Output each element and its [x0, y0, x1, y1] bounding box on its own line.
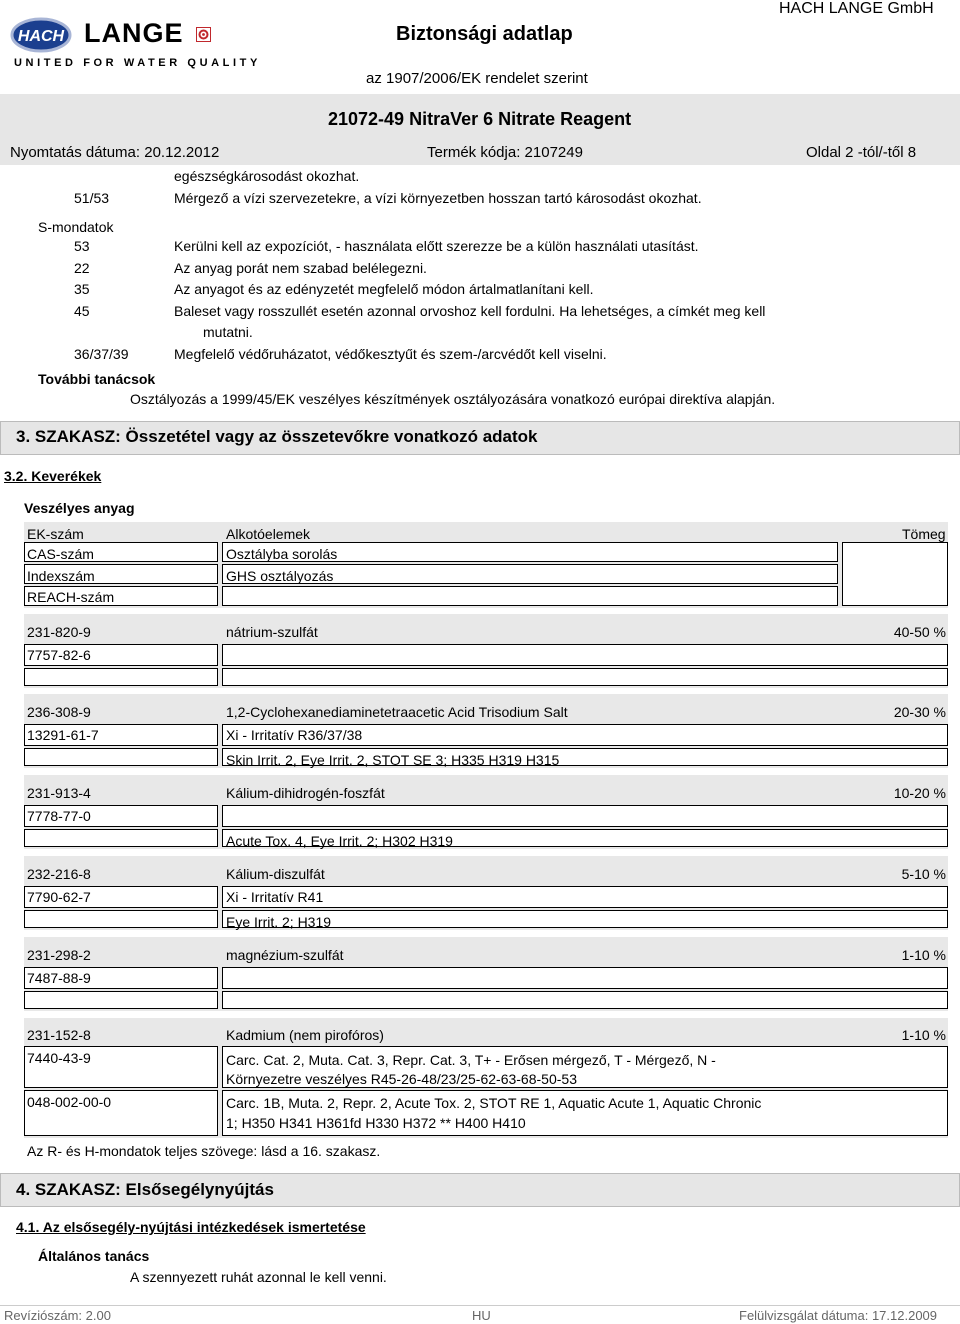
- ec-number: 236-308-9: [27, 704, 91, 720]
- ghs-classification: Acute Tox. 4, Eye Irrit. 2; H302 H319: [226, 833, 453, 849]
- ec-number: 231-820-9: [27, 624, 91, 640]
- col-cas-number: CAS-szám: [27, 546, 94, 562]
- component-name: 1,2-Cyclohexanediaminetetraacetic Acid Trisodium Salt: [226, 704, 568, 720]
- ghs-classification: Eye Irrit. 2; H319: [226, 914, 332, 930]
- mass-percent: 5-10 %: [901, 866, 946, 882]
- s-phrase-code: 36/37/39: [74, 346, 129, 362]
- ec-number: 231-152-8: [27, 1027, 91, 1043]
- page-number: Oldal 2 -tól/-től 8: [806, 144, 917, 161]
- s-phrase-code: 22: [74, 260, 90, 276]
- company-name: HACH LANGE GmbH: [779, 0, 934, 17]
- classification-cont: Környezetre veszélyes R45-26-48/23/25-62-63-68-50-53: [226, 1071, 577, 1087]
- ec-number: 231-298-2: [27, 947, 91, 963]
- s-phrases-heading: S-mondatok: [38, 219, 114, 235]
- index-number: 048-002-00-0: [27, 1094, 112, 1110]
- print-date: Nyomtatás dátuma: 20.12.2012: [10, 144, 220, 161]
- s-phrase-text-cont: mutatni.: [203, 324, 253, 340]
- document-title: Biztonsági adatlap: [396, 23, 573, 45]
- r-phrase-code: 51/53: [74, 190, 110, 206]
- logo-text: HACH: [17, 28, 65, 45]
- mass-percent: 10-20 %: [893, 785, 946, 801]
- classification: Carc. Cat. 2, Muta. Cat. 3, Repr. Cat. 3, T+ - Erősen mérgező, T - Mérgező, N -: [226, 1052, 716, 1068]
- mass-percent: 20-30 %: [893, 704, 946, 720]
- brand-tagline: UNITED FOR WATER QUALITY: [14, 57, 261, 69]
- phrases-note: Az R- és H-mondatok teljes szövege: lásd a 16. szakasz.: [27, 1143, 381, 1159]
- col-index-number: Indexszám: [27, 568, 95, 584]
- s-phrase-text: Baleset vagy rosszullét esetén azonnal orvoshoz kell fordulni. Ha lehetséges, a címkét meg kell: [174, 303, 766, 319]
- subsection-4-1: 4.1. Az elsősegély-nyújtási intézkedések ismertetése: [16, 1219, 366, 1235]
- s-phrase-code: 53: [74, 238, 90, 254]
- regulation: az 1907/2006/EK rendelet szerint: [366, 70, 588, 87]
- brand-name: LANGE: [84, 18, 184, 48]
- col-mass: Tömeg: [902, 526, 946, 542]
- ghs-classification: Carc. 1B, Muta. 2, Repr. 2, Acute Tox. 2, STOT RE 1, Aquatic Acute 1, Aquatic Chronic: [226, 1095, 762, 1111]
- cas-number: 7757-82-6: [27, 647, 91, 663]
- component-name: Kálium-diszulfát: [226, 866, 325, 882]
- further-advice-heading: További tanácsok: [38, 371, 156, 387]
- ghs-classification-cont: 1; H350 H341 H361fd H330 H372 ** H400 H410: [226, 1115, 526, 1131]
- cas-number: 7778-77-0: [27, 808, 91, 824]
- col-ghs: GHS osztályozás: [226, 568, 334, 584]
- col-classification: Osztályba sorolás: [226, 546, 338, 562]
- component-name: Kadmium (nem pirofóros): [226, 1027, 384, 1043]
- ec-number: 232-216-8: [27, 866, 91, 882]
- hach-logo: [10, 16, 72, 54]
- section-3-title: 3. SZAKASZ: Összetétel vagy az összetevőkre vonatkozó adatok: [16, 427, 538, 446]
- col-ec-number: EK-szám: [27, 526, 84, 542]
- section-4-title: 4. SZAKASZ: Elsősegélynyújtás: [16, 1180, 274, 1199]
- review-date: Felülvizsgálat dátuma: 17.12.2009: [739, 1308, 938, 1323]
- subsection-3-2: 3.2. Keverékek: [4, 468, 102, 484]
- hazardous-substance-heading: Veszélyes anyag: [24, 500, 135, 516]
- mass-percent: 1-10 %: [901, 947, 946, 963]
- cas-number: 13291-61-7: [27, 727, 99, 743]
- cas-number: 7487-88-9: [27, 970, 91, 986]
- cas-number: 7790-62-7: [27, 889, 91, 905]
- s-phrase-text: Az anyagot és az edényzetét megfelelő módon ártalmatlanítani kell.: [174, 281, 594, 297]
- s-phrase-text: Az anyag porát nem szabad belélegezni.: [174, 260, 427, 276]
- general-advice-heading: Általános tanács: [38, 1248, 150, 1264]
- classification: Xi - Irritatív R41: [226, 889, 324, 905]
- s-phrase-text: Kerülni kell az expozíciót, - használata előtt szerezze be a külön használati utasítást.: [174, 238, 699, 254]
- further-advice-text: Osztályozás a 1999/45/EK veszélyes készítmények osztályozására vonatkozó európai direktíva alapján.: [130, 391, 776, 407]
- r-phrase-text: Mérgező a vízi szervezetekre, a vízi környezetben hosszan tartó károsodást okozhat.: [174, 190, 702, 206]
- mass-percent: 1-10 %: [901, 1027, 946, 1043]
- s-phrase-code: 45: [74, 303, 90, 319]
- component-name: magnézium-szulfát: [226, 947, 344, 963]
- registered-mark-icon: [196, 27, 211, 42]
- language-code: HU: [472, 1308, 491, 1323]
- mass-percent: 40-50 %: [893, 624, 946, 640]
- general-advice-text: A szennyezett ruhát azonnal le kell venni.: [130, 1269, 387, 1285]
- ec-number: 231-913-4: [27, 785, 91, 801]
- revision-number: Revíziószám: 2.00: [4, 1308, 111, 1323]
- classification: Xi - Irritatív R36/37/38: [226, 727, 363, 743]
- product-title: 21072-49 NitraVer 6 Nitrate Reagent: [328, 109, 632, 129]
- col-reach-number: REACH-szám: [27, 589, 115, 605]
- ghs-classification: Skin Irrit. 2, Eye Irrit. 2, STOT SE 3; H335 H319 H315: [226, 752, 560, 768]
- col-components: Alkotóelemek: [226, 526, 311, 542]
- footer-rule: [0, 1305, 960, 1306]
- cas-number: 7440-43-9: [27, 1050, 91, 1066]
- r-phrase-text: egészségkárosodást okozhat.: [174, 168, 360, 184]
- product-code: Termék kódja: 2107249: [427, 144, 583, 161]
- component-name: Kálium-dihidrogén-foszfát: [226, 785, 385, 801]
- s-phrase-text: Megfelelő védőruházatot, védőkesztyűt és szem-/arcvédőt kell viselni.: [174, 346, 607, 362]
- component-name: nátrium-szulfát: [226, 624, 318, 640]
- s-phrase-code: 35: [74, 281, 90, 297]
